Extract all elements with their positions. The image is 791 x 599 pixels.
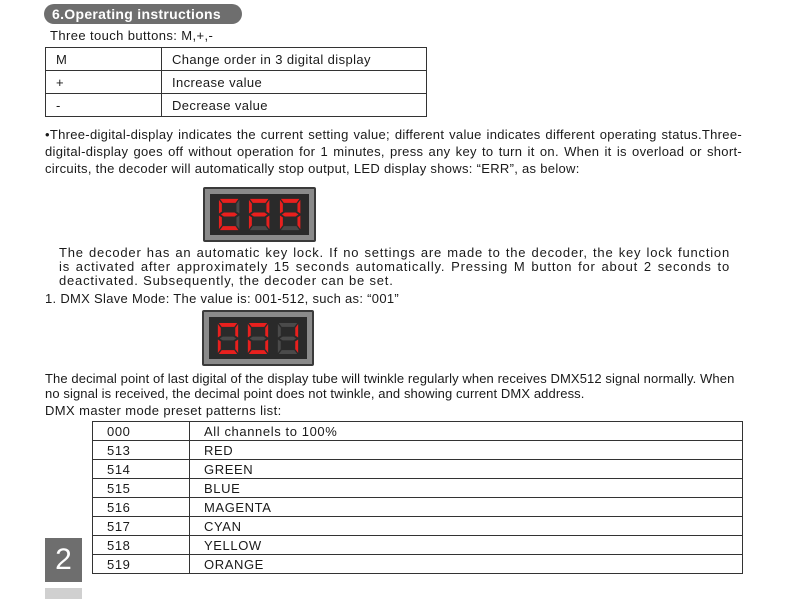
section-title: 6.Operating instructions xyxy=(44,4,242,24)
segment-g xyxy=(220,336,236,340)
table-row xyxy=(93,441,743,460)
segment-d xyxy=(249,350,267,354)
segment-e xyxy=(248,339,251,353)
segment-f xyxy=(280,200,283,214)
table-row xyxy=(93,460,743,479)
preset-code: 516 xyxy=(93,498,190,517)
preset-name: CYAN xyxy=(190,517,743,536)
segment-d xyxy=(281,226,300,230)
page-number: 2 xyxy=(45,538,82,582)
table-row xyxy=(46,94,427,117)
seven-segment-digit xyxy=(214,196,244,233)
table-row xyxy=(93,498,743,517)
table-row xyxy=(93,536,743,555)
segment-a xyxy=(220,199,239,203)
buttons-table xyxy=(45,47,427,117)
segment-c xyxy=(265,339,268,353)
table-row xyxy=(93,555,743,574)
segment-g xyxy=(251,213,268,217)
preset-code: 514 xyxy=(93,460,190,479)
preset-name: MAGENTA xyxy=(190,498,743,517)
seven-segment-digit xyxy=(213,320,243,357)
preset-code: 519 xyxy=(93,555,190,574)
address-display xyxy=(202,310,314,366)
segment-c xyxy=(235,339,238,353)
segment-d xyxy=(220,226,239,230)
dmx-slave-mode: 1. DMX Slave Mode: The value is: 001-512, such as: “001” xyxy=(45,291,400,306)
segment-e xyxy=(218,339,221,353)
segment-e xyxy=(219,215,222,229)
preset-list-title: DMX master mode preset patterns list: xyxy=(45,403,282,418)
preset-name: All channels to 100% xyxy=(190,422,743,441)
decimal-point-description: The decimal point of last digital of the display tube will twinkle regularly when receives DMX512 signal normally. When no signal is received, the decimal point does not twinkle, and showing current DMX address. xyxy=(45,371,735,401)
preset-code: 000 xyxy=(93,422,190,441)
seven-segment-digit xyxy=(273,320,303,357)
segment-c xyxy=(295,339,298,353)
preset-name: RED xyxy=(190,441,743,460)
segment-d xyxy=(219,350,237,354)
preset-code: 517 xyxy=(93,517,190,536)
segment-g xyxy=(221,213,238,217)
action-cell: Change order in 3 digital display xyxy=(162,48,427,71)
segment-a xyxy=(250,199,269,203)
display-description: •Three-digital-display indicates the current setting value; different value indicates different operating status.Three-digital-display goes off without operation for 1 minutes, press any key to turn it on. When it is overload or short-circuits, the decoder will automatically stop output, LED display shows: “ERR”, as below: xyxy=(45,127,742,176)
segment-f xyxy=(278,323,281,337)
err-display xyxy=(203,187,316,242)
preset-code: 513 xyxy=(93,441,190,460)
action-cell: Increase value xyxy=(162,71,427,94)
seven-segment-digit xyxy=(275,196,305,233)
segment-a xyxy=(279,323,297,327)
segment-g xyxy=(280,336,296,340)
segment-f xyxy=(248,323,251,337)
preset-name: GREEN xyxy=(190,460,743,479)
key-cell: + xyxy=(46,71,162,94)
action-cell: Decrease value xyxy=(162,94,427,117)
page-bar xyxy=(45,588,82,599)
segment-a xyxy=(219,323,237,327)
table-row xyxy=(93,479,743,498)
segment-e xyxy=(280,215,283,229)
key-lock-description: The decoder has an automatic key lock. If no settings are made to the decoder, the key lock function is activated after approximately 15 seconds automatically. Pressing M button for about 2 seconds to deactivated. Subsequently, the decoder can be set. xyxy=(59,245,730,288)
key-cell: M xyxy=(46,48,162,71)
table-row xyxy=(46,48,427,71)
key-cell: - xyxy=(46,94,162,117)
segment-e xyxy=(278,339,281,353)
segment-b xyxy=(265,323,268,337)
seven-segment-digit xyxy=(244,196,274,233)
segment-c xyxy=(236,215,239,229)
segment-a xyxy=(281,199,300,203)
segment-f xyxy=(219,200,222,214)
presets-table xyxy=(92,421,743,574)
segment-b xyxy=(297,200,300,214)
segment-f xyxy=(218,323,221,337)
preset-code: 518 xyxy=(93,536,190,555)
table-row xyxy=(93,422,743,441)
segment-b xyxy=(235,323,238,337)
segment-c xyxy=(267,215,270,229)
segment-d xyxy=(250,226,269,230)
segment-g xyxy=(250,336,266,340)
segment-b xyxy=(295,323,298,337)
intro-text: Three touch buttons: M,+,- xyxy=(50,28,214,43)
preset-name: ORANGE xyxy=(190,555,743,574)
segment-f xyxy=(249,200,252,214)
preset-name: BLUE xyxy=(190,479,743,498)
segment-b xyxy=(267,200,270,214)
preset-code: 515 xyxy=(93,479,190,498)
segment-e xyxy=(249,215,252,229)
table-row xyxy=(93,517,743,536)
segment-g xyxy=(282,213,299,217)
segment-d xyxy=(279,350,297,354)
seven-segment-digit xyxy=(243,320,273,357)
segment-c xyxy=(297,215,300,229)
segment-b xyxy=(236,200,239,214)
preset-name: YELLOW xyxy=(190,536,743,555)
table-row xyxy=(46,71,427,94)
segment-a xyxy=(249,323,267,327)
